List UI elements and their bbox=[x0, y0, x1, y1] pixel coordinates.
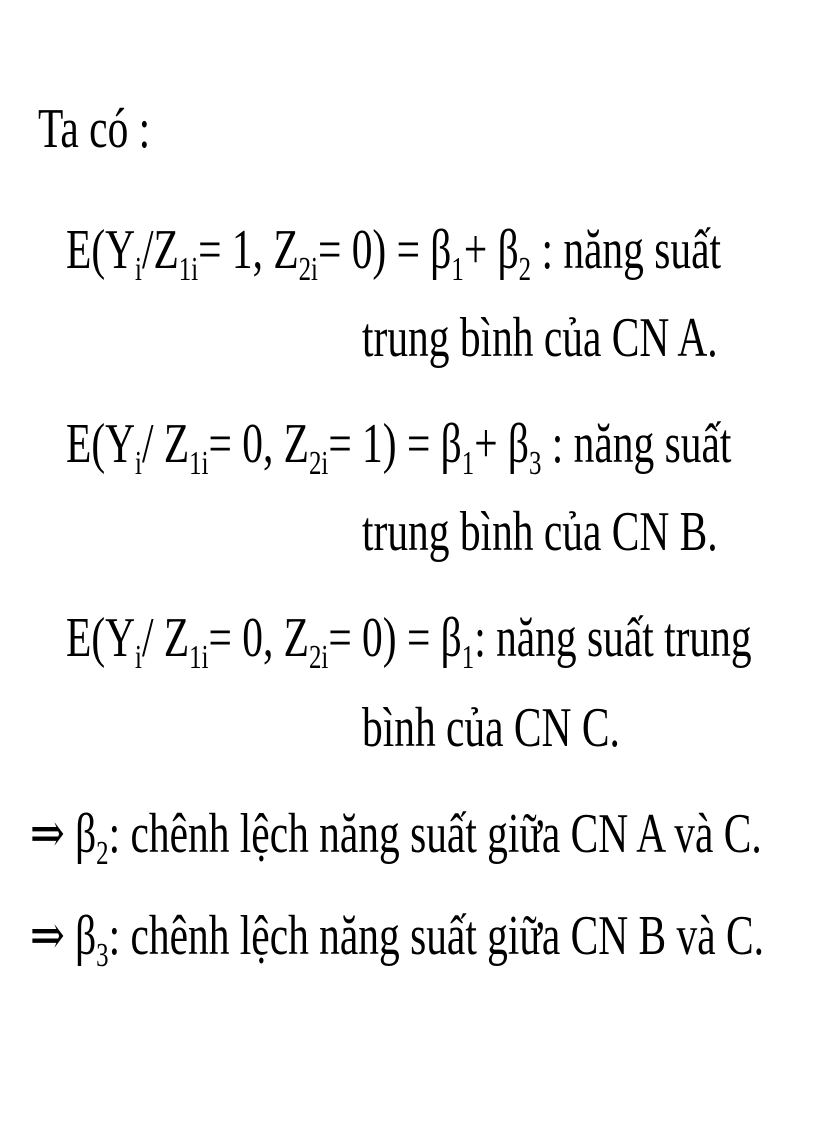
z2-subscript: 2i bbox=[298, 250, 318, 288]
z1-symbol: Z bbox=[163, 607, 190, 669]
beta-1-subscript: 1 bbox=[461, 444, 475, 482]
z2-symbol: Z bbox=[283, 413, 309, 475]
beta-1-symbol: β bbox=[430, 219, 452, 281]
z2-value: = 0) = bbox=[317, 219, 431, 281]
z1-symbol: Z bbox=[153, 219, 179, 281]
beta-1-subscript: 1 bbox=[451, 250, 464, 288]
equation-case-b: $E(Y_i/$ $Z_{1i}= 0$, $Z_{2i}= 1) = \beta_1+ \beta_3$ : năng suất bbox=[66, 413, 732, 482]
beta-1-symbol: β bbox=[440, 607, 462, 669]
conclusion-text: : chênh lệch năng suất giữa CN A và C. bbox=[108, 803, 762, 865]
beta-3-subscript: 3 bbox=[529, 444, 542, 482]
beta-symbol: β bbox=[75, 905, 97, 967]
implies-arrow-icon: ⇒ bbox=[30, 803, 76, 865]
z2-subscript: 2i bbox=[308, 638, 329, 676]
equation-case-c: $E(Y_i/$ $Z_{1i}= 0$, $Z_{2i}= 0) = \beta_1$: năng suất trung bbox=[66, 607, 752, 676]
separator: / bbox=[141, 607, 164, 669]
z1-subscript: 1i bbox=[189, 444, 209, 482]
z2-value: = 1) = bbox=[328, 413, 441, 475]
continuation-case-a: trung bình của CN A. bbox=[362, 307, 718, 369]
beta-symbol: β bbox=[75, 803, 97, 865]
beta-subscript: 3 bbox=[96, 936, 109, 974]
beta-1-symbol: β bbox=[440, 413, 462, 475]
y-subscript: i bbox=[135, 250, 142, 288]
continuation-case-b: trung bình của CN B. bbox=[362, 501, 718, 563]
conclusion-text: : chênh lệch năng suất giữa CN B và C. bbox=[108, 905, 765, 967]
conclusion-beta-2 bbox=[30, 803, 762, 872]
z1-subscript: 1i bbox=[178, 250, 199, 288]
z1-value: = 1, bbox=[198, 219, 274, 281]
description: : năng suất trung bbox=[474, 607, 752, 669]
conclusion-beta-3 bbox=[30, 905, 765, 974]
y-symbol: Y bbox=[105, 219, 136, 281]
separator: / bbox=[141, 413, 164, 475]
beta-2-subscript: 2 bbox=[518, 250, 532, 288]
beta-2-symbol: β bbox=[497, 219, 519, 281]
plus-sign: + bbox=[474, 413, 508, 475]
y-subscript: i bbox=[135, 638, 142, 676]
plus-sign: + bbox=[463, 219, 498, 281]
y-subscript: i bbox=[135, 444, 142, 482]
description: : năng suất bbox=[541, 413, 732, 475]
z2-subscript: 2i bbox=[308, 444, 329, 482]
y-symbol: Y bbox=[105, 413, 136, 475]
continuation-case-c: bình của CN C. bbox=[362, 697, 620, 759]
description: : năng suất bbox=[531, 219, 721, 281]
z1-value: = 0, bbox=[208, 413, 284, 475]
z1-subscript: 1i bbox=[189, 638, 209, 676]
z2-value: = 0) = bbox=[328, 607, 441, 669]
beta-1-subscript: 1 bbox=[461, 638, 475, 676]
intro-line: Ta có : bbox=[38, 98, 151, 160]
z2-symbol: Z bbox=[283, 607, 309, 669]
z1-symbol: Z bbox=[163, 413, 190, 475]
beta-3-symbol: β bbox=[507, 413, 530, 475]
beta-subscript: 2 bbox=[96, 834, 109, 872]
separator: / bbox=[141, 219, 154, 281]
z2-symbol: Z bbox=[273, 219, 299, 281]
implies-arrow-icon: ⇒ bbox=[30, 905, 76, 967]
y-symbol: Y bbox=[105, 607, 136, 669]
z1-value: = 0, bbox=[208, 607, 284, 669]
equation-case-a: $E(Y_i/Z_{1i}= 1$, $Z_{2i}= 0) = \beta_1+ \beta_2$ : năng suất bbox=[66, 219, 721, 288]
